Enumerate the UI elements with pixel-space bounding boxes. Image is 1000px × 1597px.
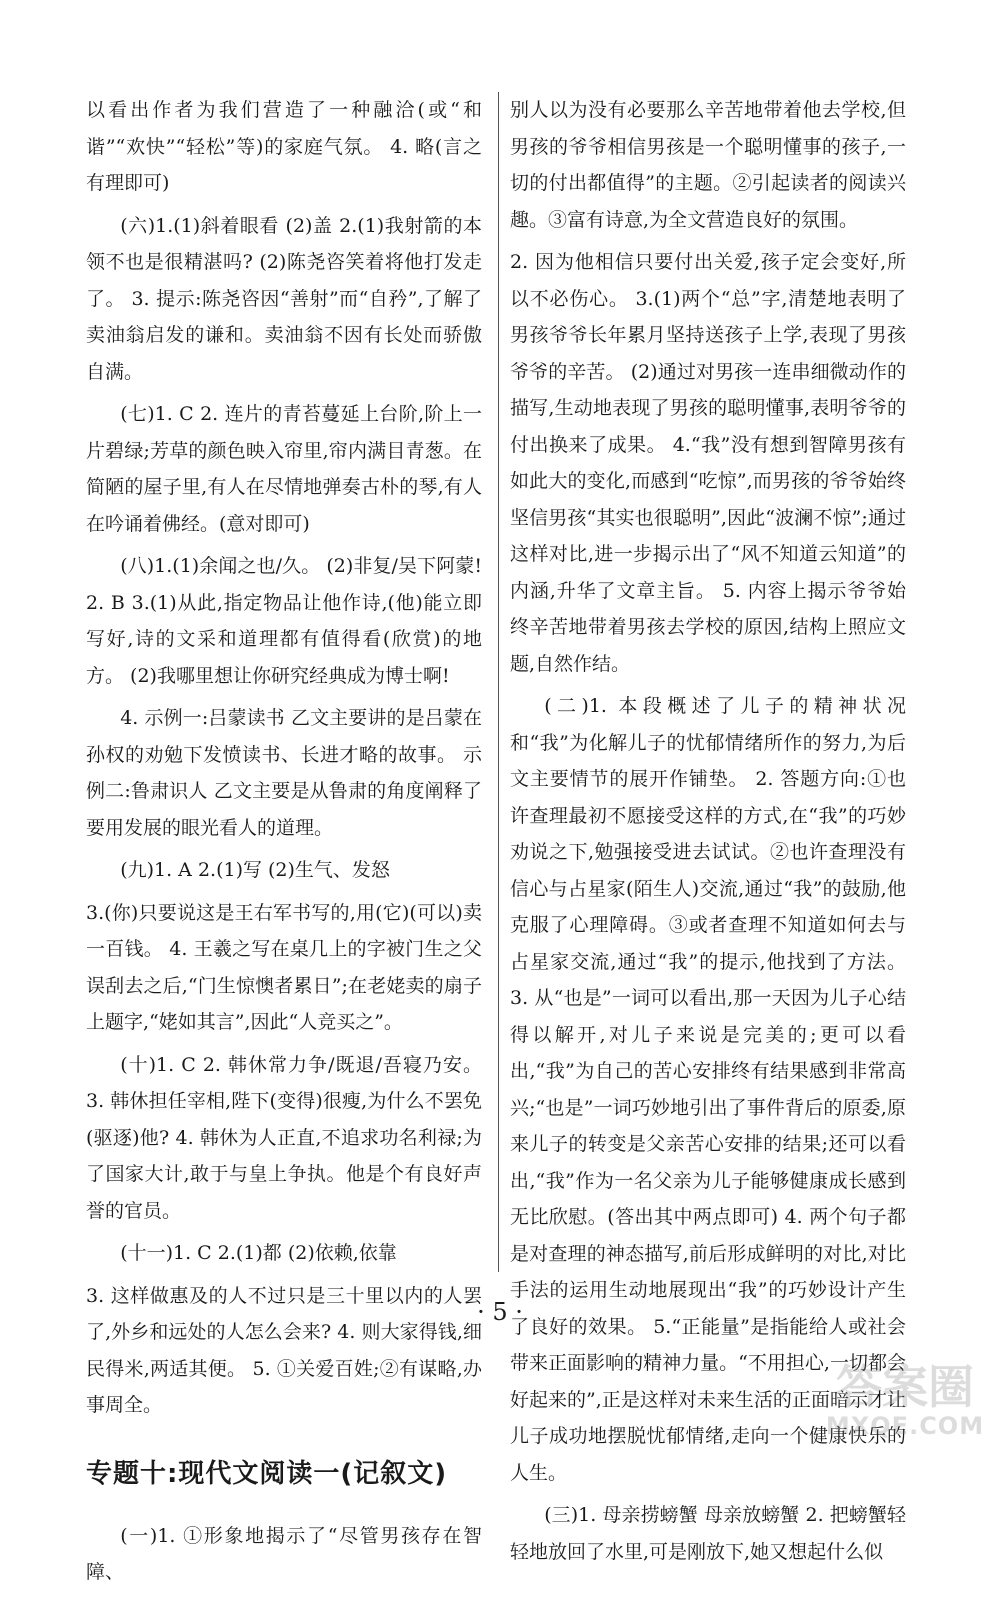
right-paragraph-1: 别人以为没有必要那么辛苦地带着他去学校,但男孩的爷爷相信男孩是一个聪明懂事的孩子,一切的付出都值得”的主题。②引起读者的阅读兴趣。③富有诗意,为全文营造良好的氛围。 <box>510 99 906 231</box>
left-paragraph-3: (七)1. C 2. 连片的青苔蔓延上台阶,阶上一片碧绿;芳草的颜色映入帘里,帘内满目青葱。在简陋的屋子里,有人在尽情地弹奏古朴的琴,有人在吟诵着佛经。(意对即可) <box>86 403 482 535</box>
watermark-bottom-text: MXQE.COM <box>825 1412 985 1440</box>
left-paragraph-7: 3.(你)只要说这是王右军书写的,用(它)(可以)卖一百钱。 4. 王羲之写在桌几上的字被门生之父误刮去之后,“门生惊懊者累日”;在老姥卖的扇子上题字,“姥如其言”,因此“人竞买之”。 <box>86 901 482 1033</box>
right-paragraph-4: (三)1. 母亲捞螃蟹 母亲放螃蟹 2. 把螃蟹轻轻地放回了水里,可是刚放下,她又想起什么似 <box>510 1504 906 1563</box>
left-paragraph-5: 4. 示例一:吕蒙读书 乙文主要讲的是吕蒙在孙权的劝勉下发愤读书、长进才略的故事。 示例二:鲁肃识人 乙文主要是从鲁肃的角度阐释了要用发展的眼光看人的道理。 <box>86 707 482 839</box>
left-column <box>86 92 482 1597</box>
right-column <box>510 92 906 1576</box>
column-divider <box>498 92 499 1272</box>
watermark-top-text: 答案圈 <box>836 1360 974 1414</box>
left-paragraph-4: (八)1.(1)余闻之也/久。 (2)非复/吴下阿蒙! 2. B 3.(1)从此,指定物品让他作诗,(他)能立即写好,诗的文采和道理都有值得看(欣赏)的地方。 (2)我哪里想让你研究经典成为博士啊! <box>86 555 482 687</box>
left-paragraph-8: (十)1. C 2. 韩休常力争/既退/吾寝乃安。 3. 韩休担任宰相,陛下(变得)很瘦,为什么不罢免(驱逐)他? 4. 韩休为人正直,不追求功名利禄;为了国家大计,敢于与皇上争执。他是个有良好声誉的官员。 <box>86 1053 482 1222</box>
left-paragraph-10: 3. 这样做惠及的人不过只是三十里以内的人罢了,外乡和远处的人怎么会来? 4. 则大家得钱,细民得米,两适其便。 5. ①关爱百姓;②有谋略,办事周全。 <box>86 1284 482 1416</box>
section-heading: 专题十:现代文阅读一(记叙文) <box>86 1458 448 1489</box>
left-paragraph-9: (十一)1. C 2.(1)都 (2)依赖,依靠 <box>120 1242 397 1264</box>
left-paragraph-2: (六)1.(1)斜着眼看 (2)盖 2.(1)我射箭的本领不也是很精湛吗? (2)陈尧咨笑着将他打发走了。 3. 提示:陈尧咨因“善射”而“自矜”,了解了卖油翁启发的谦和。卖油翁不因有长处而骄傲自满。 <box>86 214 482 383</box>
right-paragraph-3: (二)1. 本段概述了儿子的精神状况和“我”为化解儿子的忧郁情绪所作的努力,为后文主要情节的展开作铺垫。 2. 答题方向:①也许查理最初不愿接受这样的方式,在“我”的巧妙劝说之下,勉强接受进去试试。②也许查理没有信心与占星家(陌生人)交流,通过“我”的鼓励,他克服了心理障碍。③或者查理不知道如何去与占星家交流,通过“我”的提示,他找到了方法。 3. 从“也是”一词可以看出,那一天因为儿子心结得以解开,对儿子来说是完美的;更可以看出,“我”为自己的苦心安排终有结果感到非常高兴;“也是”一词巧妙地引出了事件背后的原委,原来儿子的转变是父亲苦心安排的结果;还可以看出,“我”作为一名父亲为儿子能够健康成长感到无比欣慰。(答出其中两点即可) 4. 两个句子都是对查理的神态描写,前后形成鲜明的对比,对比手法的运用生动地展现出“我”的巧妙设计产生了良好的效果。 5.“正能量”是指能给人或社会带来正面影响的精神力量。“不用担心,一切都会好起来的”,正是这样对未来生活的正面暗示才让儿子成功地摆脱忧郁情绪,走向一个健康快乐的人生。 <box>510 695 906 1484</box>
right-paragraph-2: 2. 因为他相信只要付出关爱,孩子定会变好,所以不必伤心。 3.(1)两个“总”字,清楚地表明了男孩爷爷长年累月坚持送孩子上学,表现了男孩爷爷的辛苦。 (2)通过对男孩一连串细微动作的描写,生动地表现了男孩的聪明懂事,表明爷爷的付出换来了成果。 4.“我”没有想到智障男孩有如此大的变化,而感到“吃惊”,而男孩的爷爷始终坚信男孩“其实也很聪明”,因此“波澜不惊”;通过这样对比,进一步揭示出了“风不知道云知道”的内涵,升华了文章主旨。 5. 内容上揭示爷爷始终辛苦地带着男孩去学校的原因,结构上照应文题,自然作结。 <box>510 251 906 675</box>
left-paragraph-6: (九)1. A 2.(1)写 (2)生气、发怒 <box>120 859 390 881</box>
page-number: · 5 · <box>477 1298 523 1326</box>
left-paragraph-11: (一)1. ①形象地揭示了“尽管男孩存在智障、 <box>86 1524 482 1583</box>
left-paragraph-1: 以看出作者为我们营造了一种融洽(或“和谐”“欢快”“轻松”等)的家庭气氛。 4. 略(言之有理即可) <box>86 99 482 194</box>
watermark-logo <box>820 1356 990 1446</box>
